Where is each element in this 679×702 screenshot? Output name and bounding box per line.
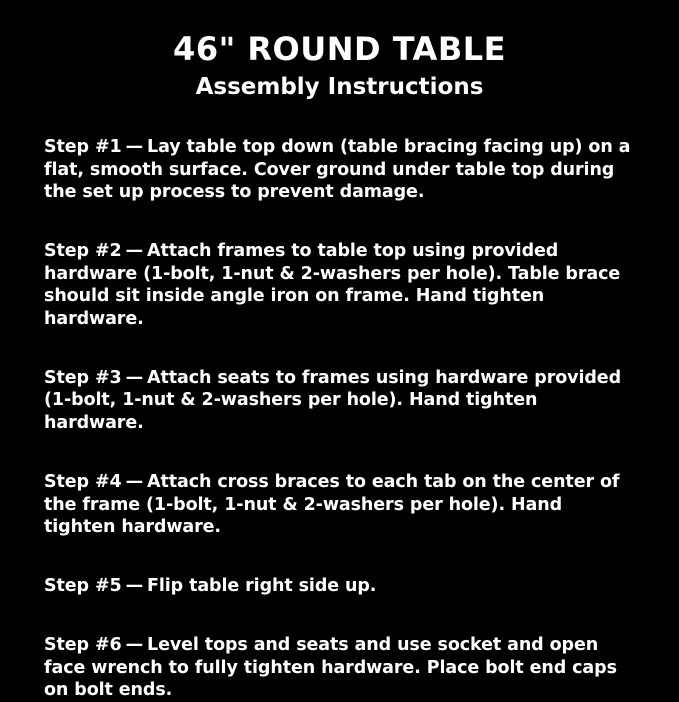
step-text: Flip table right side up. <box>147 576 377 597</box>
step-item <box>44 634 635 702</box>
step-dash: — <box>125 367 144 388</box>
step-label: Step #3 <box>44 367 122 388</box>
step-text: Attach cross braces to each tab on the center of the frame (1-bolt, 1-nut & 2-washers per hole). Hand tighten hardware. <box>44 472 620 538</box>
steps-list <box>44 118 635 702</box>
step-label: Step #2 <box>44 241 122 262</box>
step-label: Step #4 <box>44 472 122 493</box>
step-text: Level tops and seats and use socket and open face wrench to fully tighten hardware. Place bolt end caps on bolt ends. <box>44 635 617 701</box>
step-text: Attach frames to table top using provided hardware (1-bolt, 1-nut & 2-washers per hole). Table brace should sit inside angle iron on frame. Hand tighten hardware. <box>44 241 621 329</box>
step-item <box>44 471 635 539</box>
step-item <box>44 575 635 598</box>
step-dash: — <box>125 635 144 656</box>
page-title: 46" ROUND TABLE <box>173 30 506 68</box>
step-text: Attach seats to frames using hardware provided (1-bolt, 1-nut & 2-washers per hole). Hand tighten hardware. <box>44 367 621 434</box>
page-subtitle: Assembly Instructions <box>195 74 484 101</box>
step-dash: — <box>125 136 144 157</box>
step-label: Step #5 <box>44 576 122 597</box>
step-item <box>44 136 635 204</box>
step-label: Step #6 <box>44 635 122 656</box>
step-item <box>44 240 635 330</box>
step-text: Lay table top down (table bracing facing up) on a flat, smooth surface. Cover ground under table top during the set up process to prevent damage. <box>44 136 631 203</box>
step-dash: — <box>125 241 144 262</box>
step-item <box>44 367 635 435</box>
step-dash: — <box>125 576 144 597</box>
step-dash: — <box>125 472 144 493</box>
step-label: Step #1 <box>44 136 122 157</box>
document-header <box>44 32 635 100</box>
